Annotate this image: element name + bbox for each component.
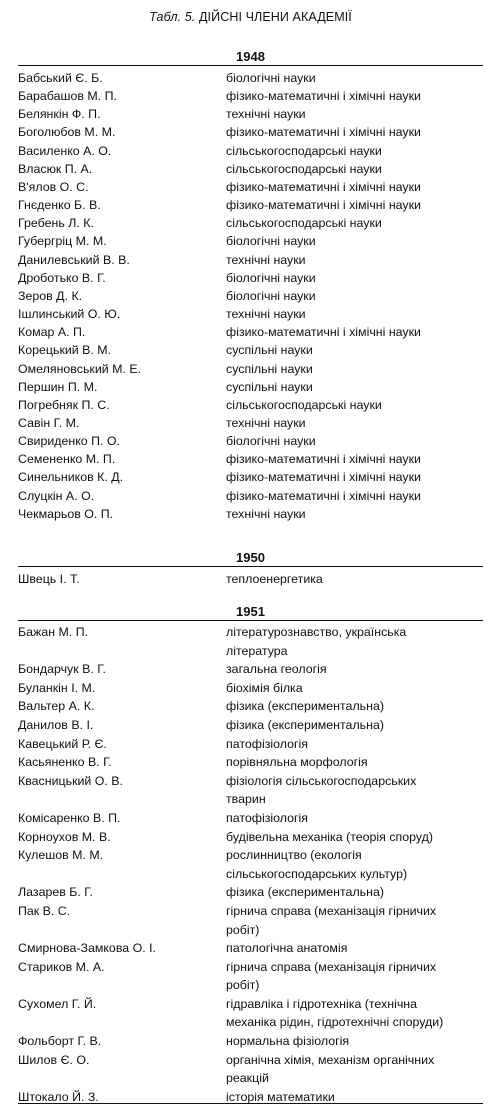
member-name: Синельников К. Д. — [18, 470, 124, 485]
table-row — [18, 105, 483, 123]
member-name: Гнєденко Б. В. — [18, 198, 101, 213]
table-number: Табл. 5. — [149, 10, 196, 24]
member-field: біологічні науки — [226, 234, 316, 249]
table-row — [18, 251, 483, 269]
member-name: Данилевський В. В. — [18, 252, 130, 267]
member-name: Швець І. Т. — [18, 572, 80, 586]
member-field: фізика (експериментальна) — [226, 717, 384, 732]
member-name: В'ялов О. С. — [18, 179, 89, 194]
table-row — [18, 623, 483, 660]
member-name: Белянкін Ф. П. — [18, 107, 101, 122]
member-name: Штокало Й. З. — [18, 1089, 99, 1104]
member-field: технічні науки — [226, 252, 306, 267]
table-row — [18, 323, 483, 341]
member-field: технічні науки — [226, 415, 306, 430]
table-row — [18, 450, 483, 468]
table-row — [18, 414, 483, 432]
member-name: Корецький В. М. — [18, 343, 112, 358]
member-field: патофізіологія — [226, 736, 308, 751]
table-row — [18, 753, 483, 772]
member-name: Касьяненко В. Г. — [18, 755, 112, 770]
member-name: Фольборт Г. В. — [18, 1034, 102, 1049]
table-row — [18, 178, 483, 196]
table-row — [18, 232, 483, 250]
member-field: сільськогосподарські науки — [226, 161, 382, 176]
member-name: Комісаренко В. П. — [18, 810, 121, 825]
member-field: сільськогосподарські науки — [226, 143, 382, 158]
table-row — [18, 697, 483, 716]
member-field: фізико-математичні і хімічні науки — [226, 452, 421, 467]
member-field: фізико-математичні і хімічні науки — [226, 488, 421, 503]
table-row — [18, 660, 483, 679]
member-name: Стариков М. А. — [18, 959, 105, 974]
member-field: патологічна анатомія — [226, 941, 348, 956]
table-row — [18, 269, 483, 287]
table-row — [18, 902, 483, 939]
table-row — [18, 939, 483, 958]
member-field: фізика (експериментальна) — [226, 885, 384, 900]
member-name: Буланкін І. М. — [18, 680, 96, 695]
table-bottom-rule — [18, 1103, 483, 1104]
member-field: фізико-математичні і хімічні науки — [226, 470, 421, 485]
member-name: Бабський Є. Б. — [18, 71, 103, 85]
member-field: рослинництво (екологія сільськогосподарських культур) — [226, 848, 408, 881]
member-field: будівельна механіка (теорія споруд) — [226, 829, 434, 844]
section-1951 — [18, 604, 483, 1106]
member-name: Пак В. С. — [18, 903, 71, 918]
member-name: Губергріц М. М. — [18, 234, 107, 249]
member-field: фізика (експериментальна) — [226, 699, 384, 714]
member-field: технічні науки — [226, 307, 306, 322]
member-name: Семененко М. П. — [18, 452, 116, 467]
member-name: Дроботько В. Г. — [18, 270, 106, 285]
table-row — [18, 570, 483, 588]
table-row — [18, 214, 483, 232]
member-name: Савін Г. М. — [18, 415, 80, 430]
member-field: біологічні науки — [226, 71, 316, 85]
table-row — [18, 468, 483, 486]
member-name: Свириденко П. О. — [18, 434, 120, 449]
member-field: органічна хімія, механізм органічних реакцій — [226, 1052, 435, 1086]
member-name: Василенко А. О. — [18, 143, 112, 158]
member-field: порівняльна морфологія — [226, 755, 368, 770]
member-field: історія математики — [226, 1089, 335, 1104]
section-year: 1951 — [236, 604, 265, 619]
table-row — [18, 772, 483, 809]
member-field: суспільні науки — [226, 361, 313, 376]
table-row — [18, 1051, 483, 1088]
member-list — [18, 66, 483, 523]
member-field: технічні науки — [226, 107, 306, 122]
table-row — [18, 123, 483, 141]
member-name: Погребняк П. С. — [18, 397, 110, 412]
table-row — [18, 1032, 483, 1051]
member-field: суспільні науки — [226, 343, 313, 358]
member-field: фізико-математичні і хімічні науки — [226, 89, 421, 104]
member-field: гірнича справа (механізація гірничих робіт) — [226, 903, 437, 937]
member-field: фізико-математичні і хімічні науки — [226, 179, 421, 194]
member-name: Квасницький О. В. — [18, 773, 123, 788]
member-field: фізіологія сільськогосподарських тварин — [226, 773, 417, 807]
table-row — [18, 735, 483, 754]
table-row — [18, 341, 483, 359]
member-name: Сухомел Г. Й. — [18, 996, 97, 1011]
member-name: Кавецький Р. Є. — [18, 736, 107, 751]
table-row — [18, 846, 483, 883]
table-row — [18, 716, 483, 735]
member-name: Першин П. М. — [18, 379, 98, 394]
section-1950 — [18, 550, 483, 588]
member-field: патофізіологія — [226, 810, 308, 825]
member-field: фізико-математичні і хімічні науки — [226, 325, 421, 340]
member-field: сільськогосподарські науки — [226, 397, 382, 412]
member-field: суспільні науки — [226, 379, 313, 394]
member-name: Зеров Д. К. — [18, 288, 83, 303]
member-field: біологічні науки — [226, 288, 316, 303]
member-field: біологічні науки — [226, 434, 316, 449]
table-row — [18, 378, 483, 396]
member-name: Данилов В. І. — [18, 717, 94, 732]
table-row — [18, 432, 483, 450]
member-field: біологічні науки — [226, 270, 316, 285]
table-row — [18, 196, 483, 214]
member-name: Вальтер А. К. — [18, 699, 95, 714]
table-row — [18, 160, 483, 178]
member-name: Омеляновський М. Е. — [18, 361, 142, 376]
member-field: фізико-математичні і хімічні науки — [226, 198, 421, 213]
member-list — [18, 567, 483, 588]
member-field: гідравліка і гідротехніка (технічна механіка рідин, гідротехнічні споруди) — [226, 996, 444, 1030]
member-name: Барабашов М. П. — [18, 89, 117, 104]
section-year: 1948 — [236, 49, 265, 64]
member-field: технічні науки — [226, 506, 306, 521]
table-row — [18, 87, 483, 105]
table-row — [18, 305, 483, 323]
member-name: Бажан М. П. — [18, 625, 89, 639]
table-row — [18, 69, 483, 87]
member-name: Корноухов М. В. — [18, 829, 111, 844]
member-name: Шилов Є. О. — [18, 1052, 90, 1067]
member-field: літературознавство, українська література — [226, 625, 407, 658]
member-name: Чекмарьов О. П. — [18, 506, 114, 521]
member-name: Лазарев Б. Г. — [18, 885, 93, 900]
table-row — [18, 809, 483, 828]
section-1948 — [18, 49, 483, 523]
member-name: Слуцкін А. О. — [18, 488, 95, 503]
table-caption — [18, 10, 483, 24]
table-row — [18, 396, 483, 414]
table-row — [18, 142, 483, 160]
member-list — [18, 621, 483, 1106]
member-field: фізико-математичні і хімічні науки — [226, 125, 421, 140]
section-year: 1950 — [236, 550, 265, 565]
member-name: Смирнова-Замкова О. І. — [18, 941, 157, 956]
member-field: загальна геологія — [226, 662, 327, 677]
member-name: Власюк П. А. — [18, 161, 93, 176]
member-name: Комар А. П. — [18, 325, 86, 340]
table-row — [18, 958, 483, 995]
member-name: Ішлинський О. Ю. — [18, 307, 121, 322]
member-field: нормальна фізіологія — [226, 1034, 350, 1049]
table-row — [18, 360, 483, 378]
member-field: біохімія білка — [226, 680, 303, 695]
member-name: Кулешов М. М. — [18, 848, 104, 863]
table-row — [18, 287, 483, 305]
member-field: теплоенергетика — [226, 572, 323, 586]
table-row — [18, 828, 483, 847]
member-field: гірнича справа (механізація гірничих робіт) — [226, 959, 437, 993]
table-row — [18, 995, 483, 1032]
table-title: ДІЙСНІ ЧЛЕНИ АКАДЕМІЇ — [198, 10, 352, 24]
member-field: сільськогосподарські науки — [226, 216, 382, 231]
table-row — [18, 487, 483, 505]
table-row — [18, 883, 483, 902]
table-row — [18, 679, 483, 698]
member-name: Гребень Л. К. — [18, 216, 94, 231]
member-name: Бондарчук В. Г. — [18, 662, 106, 677]
member-name: Боголюбов М. М. — [18, 125, 116, 140]
table-row — [18, 505, 483, 523]
